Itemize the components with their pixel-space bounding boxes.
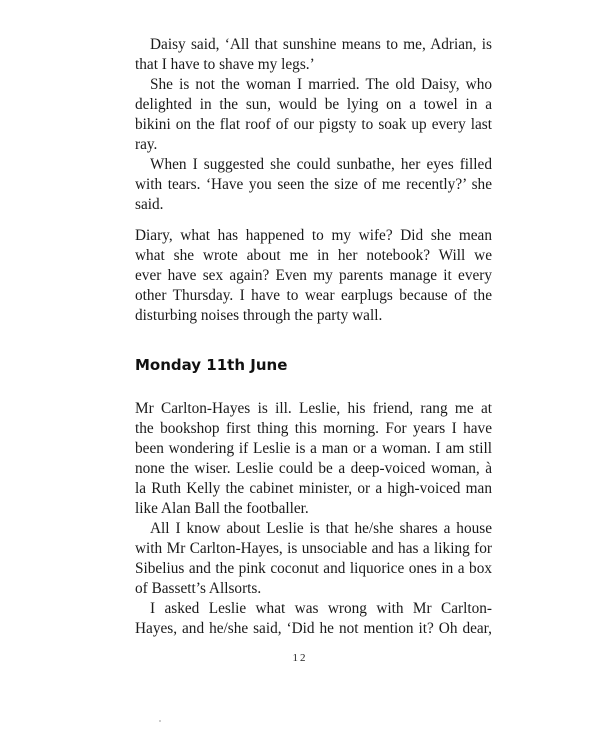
text-line: the bookshop first thing this morning. For years I have	[135, 420, 492, 437]
text-line: delighted in the sun, would be lying on a towel in a	[135, 96, 492, 113]
text-line: Sibelius and the pink coconut and liquorice ones in a box	[135, 560, 492, 577]
text-line: la Ruth Kelly the cabinet minister, or a high-voiced man	[135, 480, 492, 497]
text-line: other Thursday. I have to wear earplugs because of the	[135, 287, 492, 304]
scan-speck	[159, 720, 161, 722]
text-line: said.	[135, 196, 164, 213]
text-line: bikini on the flat roof of our pigsty to soak up every last	[135, 116, 492, 133]
text-line: When I suggested she could sunbathe, her eyes filled	[150, 156, 492, 173]
text-line: been wondering if Leslie is a man or a woman. I am still	[135, 440, 492, 457]
text-line: what she wrote about me in her notebook? Will we	[135, 247, 492, 264]
text-line: Hayes, and he/she said, ‘Did he not mention it? Oh dear,	[135, 620, 492, 637]
text-block-entry	[135, 399, 492, 639]
text-line: Daisy said, ‘All that sunshine means to me, Adrian, is	[150, 36, 492, 53]
text-line: disturbing noises through the party wall.	[135, 307, 383, 324]
text-line: I asked Leslie what was wrong with Mr Carlton-	[150, 600, 492, 617]
text-line: none the wiser. Leslie could be a deep-voiced woman, à	[135, 460, 492, 477]
text-line: ray.	[135, 136, 158, 153]
text-block-opening	[135, 35, 492, 215]
text-line: ever have sex again? Even my parents manage it every	[135, 267, 492, 284]
text-line: like Alan Ball the footballer.	[135, 500, 309, 517]
text-line: Mr Carlton-Hayes is ill. Leslie, his friend, rang me at	[135, 400, 492, 417]
text-block-diary	[135, 226, 492, 326]
text-line: of Bassett’s Allsorts.	[135, 580, 262, 597]
page-number: 12	[292, 652, 308, 664]
entry-date-heading: Monday 11th June	[135, 356, 288, 374]
text-line: Diary, what has happened to my wife? Did she mean	[135, 227, 492, 244]
text-line: All I know about Leslie is that he/she shares a house	[150, 520, 492, 537]
text-line: with tears. ‘Have you seen the size of me recently?’ she	[135, 176, 492, 193]
text-line: that I have to shave my legs.’	[135, 56, 315, 73]
text-line: She is not the woman I married. The old Daisy, who	[150, 76, 492, 93]
text-line: with Mr Carlton-Hayes, is unsociable and has a liking for	[135, 540, 492, 557]
